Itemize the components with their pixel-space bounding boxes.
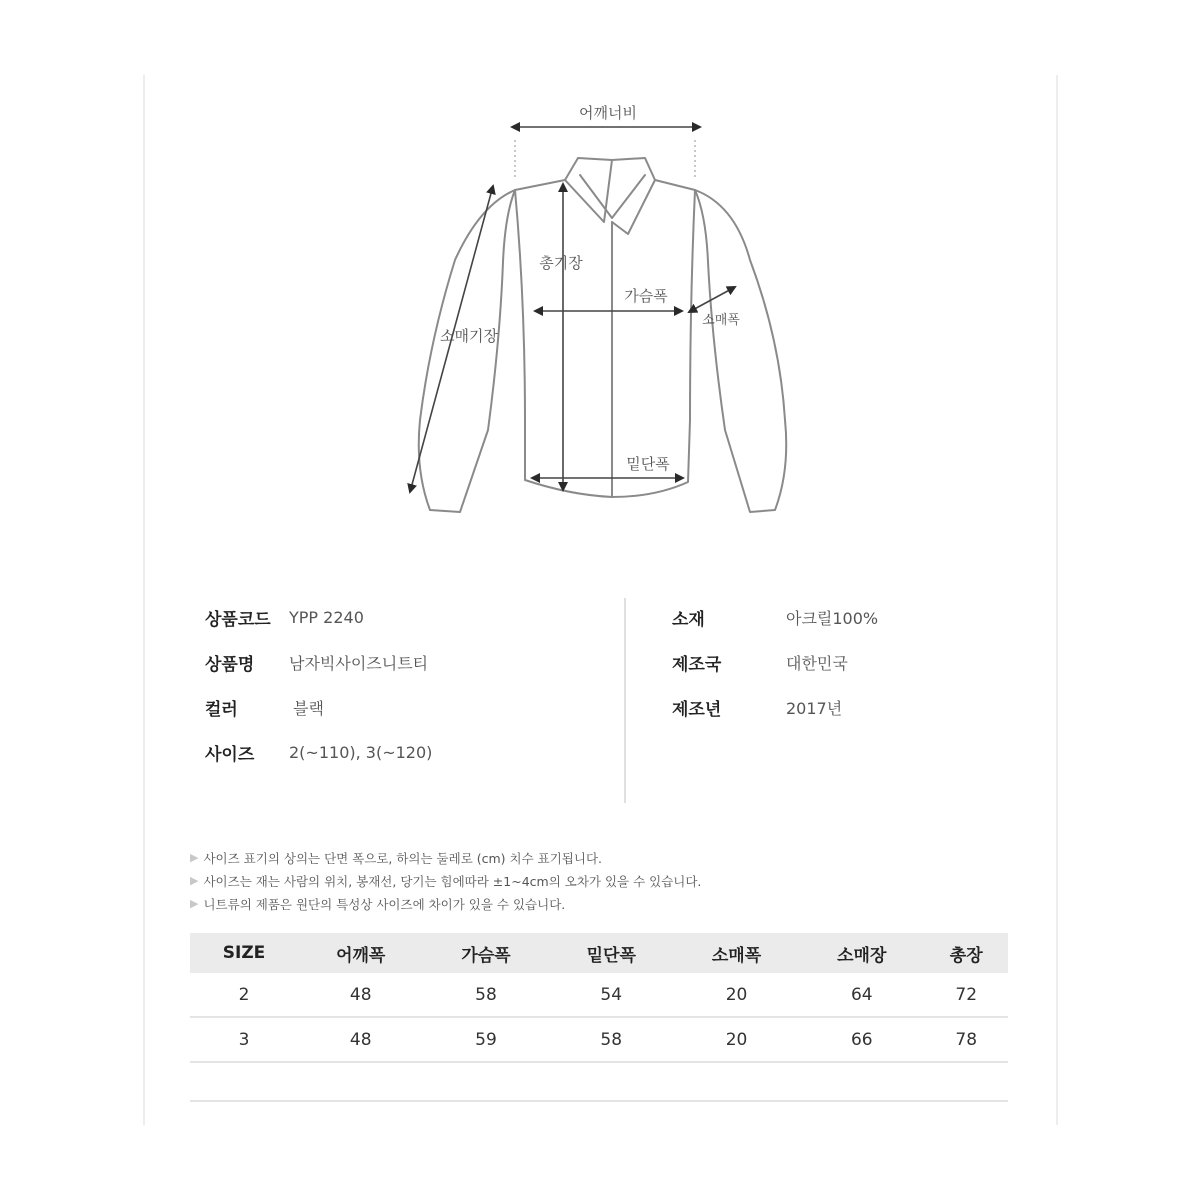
table-cell: 48 xyxy=(298,1017,423,1062)
info-row-year xyxy=(672,692,842,722)
info-value: 아크릴100% xyxy=(786,608,879,628)
shirt-right-sleeve xyxy=(695,190,786,512)
table-bottom-line xyxy=(190,1100,1008,1102)
note-item xyxy=(190,869,1010,892)
table-cell: 20 xyxy=(674,973,799,1017)
shirt-left-body-edge xyxy=(515,190,695,497)
table-cell: 54 xyxy=(549,973,674,1017)
label-hem-width: 밑단폭 xyxy=(626,455,670,473)
info-value: 블랙 xyxy=(293,698,324,718)
table-cell: 20 xyxy=(674,1017,799,1062)
info-key: 컬러 xyxy=(205,699,238,720)
info-row-code xyxy=(205,602,364,632)
table-cell: 59 xyxy=(423,1017,548,1062)
garment-diagram xyxy=(0,0,1200,560)
note-text: 사이즈 표기의 상의는 단면 폭으로, 하의는 둘레로 (cm) 치수 표기됩니다. xyxy=(203,850,603,866)
product-info xyxy=(0,598,1200,808)
table-row xyxy=(190,1017,1008,1062)
triangle-bullet-icon: ▶ xyxy=(190,897,199,910)
label-shoulder-width: 어깨너비 xyxy=(579,104,637,122)
table-cell: 3 xyxy=(190,1017,298,1062)
header-hem: 밑단폭 xyxy=(549,933,674,973)
table-cell: 66 xyxy=(799,1017,924,1062)
triangle-bullet-icon: ▶ xyxy=(190,851,199,864)
label-sleeve-length: 소매기장 xyxy=(440,327,498,345)
collar-v xyxy=(580,175,645,218)
info-key: 상품명 xyxy=(205,654,255,675)
info-key: 소재 xyxy=(672,609,705,630)
collar-right xyxy=(612,158,655,234)
info-key: 제조국 xyxy=(672,654,722,675)
triangle-bullet-icon: ▶ xyxy=(190,874,199,887)
size-table xyxy=(190,933,1008,1063)
info-key: 사이즈 xyxy=(205,744,255,765)
info-value: 2017년 xyxy=(786,698,843,718)
info-row-material xyxy=(672,602,878,632)
table-header-row xyxy=(190,933,1008,973)
info-value: 2(~110), 3(~120) xyxy=(289,742,433,762)
table-cell: 72 xyxy=(924,973,1008,1017)
info-divider xyxy=(624,598,626,803)
info-value: YPP 2240 xyxy=(289,607,364,627)
label-sleeve-width: 소매폭 xyxy=(702,313,740,328)
collar-left xyxy=(565,158,612,222)
table-cell: 58 xyxy=(423,973,548,1017)
info-row-country xyxy=(672,647,848,677)
header-sleeve-length: 소매장 xyxy=(799,933,924,973)
note-text: 니트류의 제품은 원단의 특성상 사이즈에 차이가 있을 수 있습니다. xyxy=(203,896,566,912)
table-cell: 48 xyxy=(298,973,423,1017)
info-value: 남자빅사이즈니트티 xyxy=(289,653,429,673)
measurement-arrows xyxy=(410,127,735,492)
info-key: 제조년 xyxy=(672,699,722,720)
table-cell: 78 xyxy=(924,1017,1008,1062)
shirt-body-outline xyxy=(419,180,565,512)
header-sleeve-width: 소매폭 xyxy=(674,933,799,973)
table-row xyxy=(190,973,1008,1017)
note-text: 사이즈는 재는 사람의 위치, 봉재선, 당기는 힘에따라 ±1~4cm의 오차가 있을 수 있습니다. xyxy=(203,873,702,889)
header-size: SIZE xyxy=(190,933,298,973)
size-notes xyxy=(190,846,1010,915)
note-item xyxy=(190,892,1010,915)
table-cell: 58 xyxy=(549,1017,674,1062)
note-item xyxy=(190,846,1010,869)
info-row-size xyxy=(205,737,432,767)
info-row-color xyxy=(205,692,324,722)
label-total-length: 총기장 xyxy=(539,254,583,272)
table-cell: 64 xyxy=(799,973,924,1017)
header-chest: 가슴폭 xyxy=(423,933,548,973)
info-key: 상품코드 xyxy=(205,609,271,630)
header-total-length: 총장 xyxy=(924,933,1008,973)
shirt-shoulder-right xyxy=(655,180,695,190)
table-cell: 2 xyxy=(190,973,298,1017)
header-shoulder: 어깨폭 xyxy=(298,933,423,973)
label-chest-width: 가슴폭 xyxy=(624,287,668,305)
info-value: 대한민국 xyxy=(786,653,848,673)
info-row-name xyxy=(205,647,428,677)
